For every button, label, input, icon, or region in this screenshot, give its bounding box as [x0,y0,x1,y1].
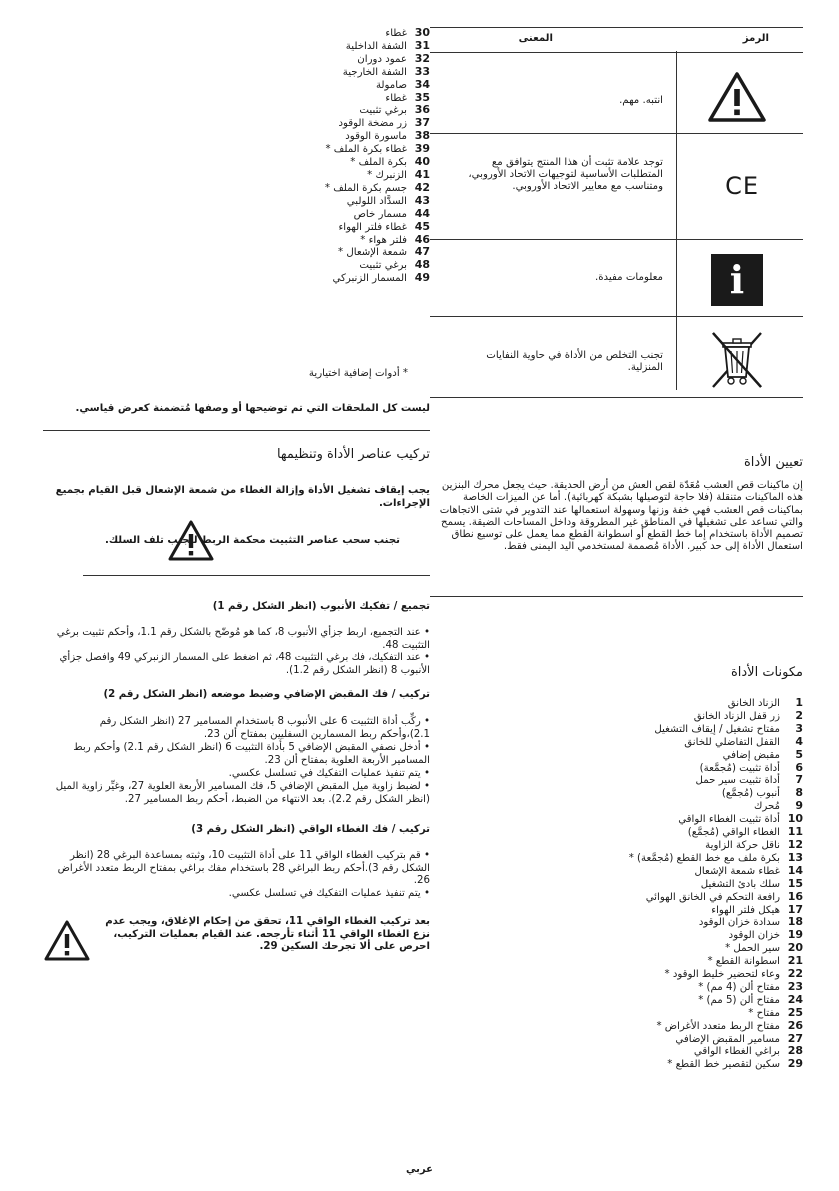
symbol-row-info [430,240,803,317]
list-item [430,1020,803,1033]
guard-warning-block [43,915,430,975]
part-label: مفتاح ألن (5 مم) * [698,994,780,1006]
part-number: 8 [795,786,803,800]
part-number: 25 [787,1005,803,1019]
part-number: 3 [795,721,803,735]
part-label: غطاء [385,92,407,104]
ce-mark-icon: CE [725,172,759,200]
part-number: 16 [787,889,803,903]
list-item [43,169,430,182]
symbol-meaning: معلومات مفيدة. [594,272,663,283]
symbol-meaning: انتبه. مهم. [619,95,663,106]
part-label: رافعة التحكم في الخانق الهوائي [645,891,780,903]
parts-list-30-49 [43,27,430,285]
part-number: 6 [795,760,803,774]
info-icon: i [711,254,763,306]
table-column-divider [676,51,677,390]
part-label: شمعة الإشعال * [338,247,407,259]
list-item [430,710,803,723]
list-item [430,774,803,787]
symbol-row-ce [430,134,803,240]
handle-step-3: • يتم تنفيذ عمليات التفكيك في تسلسل عكسي. [228,768,430,779]
part-number: 24 [787,992,803,1006]
part-label: الزناد الخانق [727,698,780,709]
list-item [430,1045,803,1058]
tool-purpose-text: إن ماكينات قص العشب مُعَدّة لقص العش من أرض الحديقة. حيث يجعل محرك البنزين هذه الماكينات متنقلة (فلا حاجة لتوصيلها بشبكة كهربائية). أما عن الميزات الخاصة بماكينات قص العشب فهي خفة وزنها وسهولة استعمالها عند التدوير في شتى الاتجاهات والتي تساعد على تشغيلها في المناطق غير المطروقة وداخل المساحات الضيقة. يسمح تصميم الأداة باستخدام إما خط القطع أو اسطوانة القطع مما يعمل على توسيع نطاق استعمال الأداة إلى حد كبير. الأداة مُصممة لمستخدمي اليد اليمنى فقط. [439,480,803,553]
part-number: 38 [414,129,430,143]
symbol-column-header: الرمز [742,33,769,44]
part-number: 1 [795,696,803,709]
part-label: سير الحمل * [725,943,780,955]
part-number: 28 [787,1044,803,1058]
part-label: الغطاء الواقي (مُجمَّع) [687,827,780,839]
part-label: أنبوب (مُجمَّع) [721,788,780,800]
list-item [430,1058,803,1071]
part-number: 43 [414,193,430,207]
part-label: بكرة الملف * [350,157,407,169]
part-number: 34 [414,77,430,91]
part-label: غطاء [385,28,407,39]
caution-cable-block [43,515,430,563]
part-label: فلتر هواء * [360,234,407,246]
guard-step-1: • قم بتركيب الغطاء الواقي 11 على أداة التثبيت 10، وثبته بمساعدة البرغي 28 (انظر الشكل رقم 3).أحكم ربط البراغي 28 باستخدام مفك براغي بمفتاح الربط متعدد الأغراض 26. [57,850,430,887]
part-label: هيكل فلتر الهواء [711,904,780,916]
list-item [43,195,430,208]
part-label: برغي تثبيت [359,105,407,117]
part-number: 33 [414,64,430,78]
part-label: مسمار خاص [353,208,407,220]
symbol-meaning: توجد علامة تثبت أن هذا المنتج يتوافق مع المتطلبات الأساسية لتوجيهات الاتحاد الأوروبي، ومتناسب مع معايير الاتحاد الأوروبي. [468,157,663,193]
list-item [430,916,803,929]
list-item [43,79,430,92]
list-item [430,968,803,981]
handle-step-2: • أدخل نصفي المقبض الإضافي 5 بأداة التثبيت 6 (انظر الشكل رقم 2.1) وأحكم ربط المسامير الأربعة العلوية بمفتاح ألن 23. [73,742,430,766]
language-footer: عربي [406,1164,433,1175]
list-item [430,736,803,749]
part-number: 30 [414,26,430,39]
part-number: 14 [787,863,803,877]
part-label: غطاء شمعة الإشعال [694,865,780,877]
part-number: 9 [795,799,803,813]
part-number: 22 [787,967,803,981]
list-item [43,221,430,234]
part-label: مُحرك [753,801,780,813]
list-item [43,143,430,156]
part-label: أداة تثبيت (مُجمَّعة) [699,762,780,774]
part-number: 37 [414,116,430,130]
part-label: مفتاح تشغيل / إيقاف التشغيل [654,723,780,735]
part-number: 2 [795,708,803,722]
symbols-table [430,27,803,398]
part-number: 29 [787,1057,803,1071]
optional-accessories-note: * أدوات إضافية اختيارية [308,368,408,379]
part-number: 13 [787,850,803,864]
section-tube-title: تجميع / تفكيك الأنبوب (انظر الشكل رقم 1) [212,601,430,612]
list-item [43,130,430,143]
part-label: ناقل حركة الزاوية [705,839,780,851]
part-number: 47 [414,245,430,259]
part-label: سدادة خزان الوقود [698,917,780,929]
part-label: مقبض إضافي [722,749,780,761]
part-label: أداة تثبيت سير حمل [695,775,780,787]
part-label: المسمار الزنبركي [332,273,407,285]
list-item [430,852,803,865]
part-number: 26 [787,1018,803,1032]
list-item [430,749,803,762]
part-number: 4 [795,734,803,748]
tube-step-assemble: • عند التجميع، اربط جزأي الأنبوب 8، كما هو مُوضّح بالشكل رقم 1.1، وأحكم تثبيت برغي التثبيت 48. [56,627,430,651]
list-item [430,1007,803,1020]
part-number: 5 [795,747,803,761]
part-label: برغي تثبيت [359,260,407,272]
list-item [43,272,430,285]
list-item [430,813,803,826]
part-label: مفتاح الربط متعدد الأغراض * [656,1020,780,1032]
list-item [43,234,430,247]
list-item [430,839,803,852]
list-item [430,942,803,955]
list-item [430,1033,803,1046]
section-guard-title: تركيب / فك الغطاء الواقي (انظر الشكل رقم 3) [191,824,430,835]
part-number: 12 [787,837,803,851]
list-item [430,697,803,710]
section-divider [43,430,430,431]
part-number: 15 [787,876,803,890]
part-label: الزنبرك * [367,169,407,181]
part-label: ماسورة الوقود [345,131,407,143]
guard-warning-text: بعد تركيب الغطاء الواقي 11، تحقق من إحكام الإغلاق، ويجب عدم نزع الغطاء الواقي 11 أثناء تأرجحه. عند القيام بعمليات التركيب، احرص على ألا تجرحك السكين 29. [105,916,430,952]
list-item [43,104,430,117]
list-item [43,117,430,130]
guard-step-2: • يتم تنفيذ عمليات التفكيك في تسلسل عكسي. [228,888,430,899]
list-item [43,40,430,53]
assembly-warning-text: يجب إيقاف تشغيل الأداة وإزالة الغطاء من شمعة الإشعال قبل القيام بجميع الإجراءات. [55,485,430,509]
list-item [43,182,430,195]
symbol-meaning: تجنب التخلص من الأداة في حاوية النفايات المنزلية. [486,350,663,374]
list-item [430,955,803,968]
subsection-divider [83,575,430,576]
list-item [430,981,803,994]
part-label: السدَّاد اللولبي [346,195,407,207]
part-number: 44 [414,206,430,220]
part-number: 35 [414,90,430,104]
list-item [43,92,430,105]
list-item [430,891,803,904]
part-label: صامولة [375,79,407,91]
part-label: سكين لتقصير خط القطع * [667,1059,780,1071]
list-item [43,66,430,79]
part-label: القفل التفاضلي للخانق [684,736,780,748]
part-label: عمود دوران [357,53,407,65]
part-label: سلك بادئ التشغيل [700,878,780,890]
part-label: زر مضخة الوقود [338,118,407,130]
part-number: 27 [787,1031,803,1045]
part-label: الشفة الداخلية [345,40,407,52]
part-number: 31 [414,38,430,52]
list-item [43,259,430,272]
tube-step-disassemble: • عند التفكيك، فك برغي التثبيت 48، ثم اضغط على المسمار الزنبركي 49 وافصل جزأي الأنبوب 8 (انظر الشكل رقم 1.2). [59,652,430,676]
crossed-bin-icon [709,329,765,391]
handle-step-1: • ركِّب أداة التثبيت 6 على الأنبوب 8 باستخدام المسامير 27 (انظر الشكل رقم 2.1)،وأحكم ربط المسمارين السفليين بمفتاح ألن 23. [99,716,430,740]
list-item [43,246,430,259]
list-item [430,800,803,813]
list-item [430,994,803,1007]
warning-icon [707,71,767,123]
part-number: 45 [414,219,430,233]
tool-components-title: مكونات الأداة [730,665,803,680]
part-number: 18 [787,915,803,929]
list-item [43,156,430,169]
list-item [43,53,430,66]
part-label: بكرة ملف مع خط القطع (مُجمَّعة) * [628,852,780,864]
part-number: 17 [787,902,803,916]
caution-cable-text: تجنب سحب عناصر التثبيت محكمة الربط لتجنب تلف السلك. [104,535,400,546]
part-number: 21 [787,954,803,968]
list-item [43,27,430,40]
meaning-column-header: المعنى [518,33,553,44]
symbols-table-header [430,27,803,53]
standard-delivery-note: ليست كل الملحقات التي تم توضيحها أو وصفها مُتضمنة كعرض قياسي. [75,403,430,414]
part-number: 42 [414,180,430,194]
part-number: 49 [414,271,430,285]
symbol-row-warning [430,53,803,134]
part-label: وعاء لتحضير خليط الوقود * [664,969,780,981]
parts-list-1-29 [430,697,803,1071]
part-label: اسطوانة القطع * [707,956,780,968]
warning-icon [43,919,91,962]
part-number: 32 [414,51,430,65]
part-number: 40 [414,155,430,169]
section-handle-title: تركيب / فك المقبض الإضافي وضبط موضعه (انظر الشكل رقم 2) [103,689,430,700]
part-number: 39 [414,142,430,156]
list-item [43,208,430,221]
part-label: غطاء بكرة الملف * [325,144,407,156]
part-number: 19 [787,928,803,942]
part-number: 48 [414,258,430,272]
symbol-row-disposal [430,317,803,398]
handle-step-4: • لضبط زاوية ميل المقبض الإضافي 5، فك المسامير الأربعة العلوية 27، وغيِّر زاوية الميل (انظر الشكل رقم 2.2). بعد الانتهاء من الضبط، أحكم ربط المسامير 27. [55,781,430,805]
list-item [430,904,803,917]
list-item [430,929,803,942]
list-item [430,762,803,775]
part-number: 10 [787,812,803,826]
components-list [430,697,803,1071]
part-number: 11 [787,825,803,839]
part-number: 36 [414,103,430,117]
part-label: زر قفل الزناد الخانق [693,710,780,722]
part-label: خزان الوقود [728,930,780,942]
part-label: أداة تثبيت الغطاء الواقي [678,814,780,826]
part-label: مفتاح * [748,1007,780,1019]
list-item [430,787,803,800]
part-number: 20 [787,941,803,955]
tool-purpose-title: تعيين الأداة [743,455,803,470]
part-label: غطاء فلتر الهواء [338,221,407,233]
part-label: براغي الغطاء الواقي [693,1046,780,1058]
part-number: 46 [414,232,430,246]
part-number: 7 [795,773,803,787]
list-item [430,826,803,839]
section-divider [430,596,803,597]
part-number: 41 [414,167,430,181]
list-item [430,878,803,891]
part-label: مسامير المقبض الإضافي [675,1033,780,1045]
parts-list-continued [43,27,430,285]
list-item [430,865,803,878]
part-label: جسم بكرة الملف * [324,182,407,194]
part-label: الشفة الخارجية [342,66,407,78]
part-label: مفتاح ألن (4 مم) * [698,981,780,993]
assembly-section-title: تركيب عناصر الأداة وتنظيمها [276,447,430,462]
part-number: 23 [787,979,803,993]
list-item [430,723,803,736]
